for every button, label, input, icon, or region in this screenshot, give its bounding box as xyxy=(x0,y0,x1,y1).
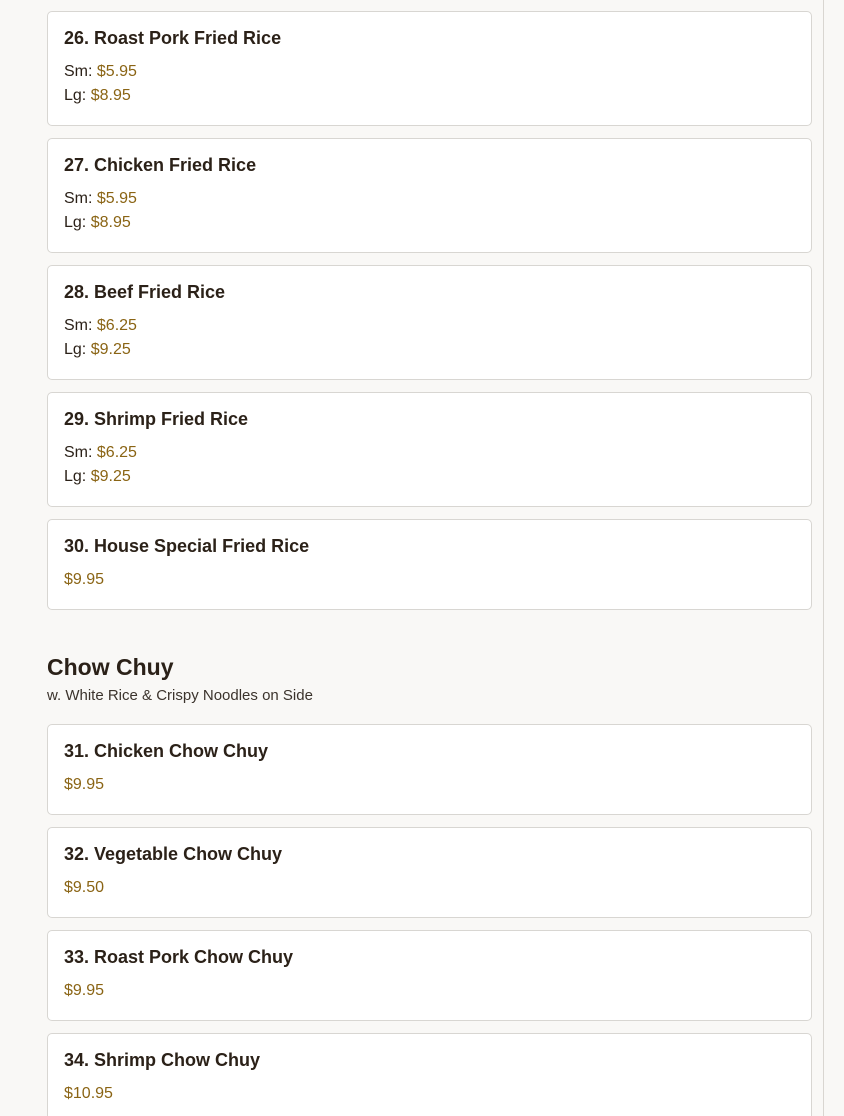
size-label: Sm: xyxy=(64,317,93,334)
size-label: Sm: xyxy=(64,444,93,461)
price: $8.95 xyxy=(90,214,131,231)
small-price-row xyxy=(64,441,795,465)
menu-item-title: 31. Chicken Chow Chuy xyxy=(64,741,269,761)
size-label: Lg: xyxy=(64,214,87,231)
menu-item-prices xyxy=(64,441,795,489)
menu-item-card[interactable] xyxy=(47,392,812,507)
section-subtitle: w. White Rice & Crispy Noodles on Side xyxy=(47,687,313,704)
price: $6.25 xyxy=(96,444,137,461)
menu-item-title: 34. Shrimp Chow Chuy xyxy=(64,1050,261,1070)
menu-item-prices xyxy=(64,979,795,1003)
price: $9.95 xyxy=(64,982,105,999)
menu-item-card[interactable] xyxy=(47,1033,812,1116)
section-header xyxy=(47,652,812,706)
small-price-row xyxy=(64,60,795,84)
price: $5.95 xyxy=(96,190,137,207)
price: $10.95 xyxy=(64,1085,113,1102)
price: $9.95 xyxy=(64,571,105,588)
price: $6.25 xyxy=(96,317,137,334)
menu-item-prices xyxy=(64,773,795,797)
price: $9.50 xyxy=(64,879,105,896)
size-label: Lg: xyxy=(64,341,87,358)
menu-item-prices xyxy=(64,60,795,108)
menu-item-title: 26. Roast Pork Fried Rice xyxy=(64,28,282,48)
menu-item-title: 27. Chicken Fried Rice xyxy=(64,155,257,175)
price: $8.95 xyxy=(90,87,131,104)
section-title: Chow Chuy xyxy=(47,654,174,680)
menu-item-title: 33. Roast Pork Chow Chuy xyxy=(64,947,294,967)
menu-item-prices xyxy=(64,1082,795,1106)
menu-item-title: 30. House Special Fried Rice xyxy=(64,536,310,556)
large-price-row xyxy=(64,211,795,235)
price: $9.25 xyxy=(90,468,131,485)
menu-item-card[interactable] xyxy=(47,11,812,126)
large-price-row xyxy=(64,84,795,108)
menu-item-card[interactable] xyxy=(47,519,812,610)
menu-item-title: 28. Beef Fried Rice xyxy=(64,282,226,302)
price: $5.95 xyxy=(96,63,137,80)
menu-item-title: 32. Vegetable Chow Chuy xyxy=(64,844,283,864)
size-label: Sm: xyxy=(64,190,93,207)
page-divider xyxy=(823,0,824,1116)
size-label: Lg: xyxy=(64,468,87,485)
menu-content xyxy=(47,11,812,1116)
small-price-row xyxy=(64,187,795,211)
menu-item-card[interactable] xyxy=(47,827,812,918)
menu-item-card[interactable] xyxy=(47,138,812,253)
menu-item-prices xyxy=(64,568,795,592)
menu-item-card[interactable] xyxy=(47,265,812,380)
menu-item-prices xyxy=(64,876,795,900)
menu-item-card[interactable] xyxy=(47,930,812,1021)
menu-item-title: 29. Shrimp Fried Rice xyxy=(64,409,249,429)
size-label: Sm: xyxy=(64,63,93,80)
price: $9.95 xyxy=(64,776,105,793)
large-price-row xyxy=(64,465,795,489)
menu-item-prices xyxy=(64,187,795,235)
size-label: Lg: xyxy=(64,87,87,104)
menu-item-card[interactable] xyxy=(47,724,812,815)
menu-item-prices xyxy=(64,314,795,362)
large-price-row xyxy=(64,338,795,362)
price: $9.25 xyxy=(90,341,131,358)
small-price-row xyxy=(64,314,795,338)
